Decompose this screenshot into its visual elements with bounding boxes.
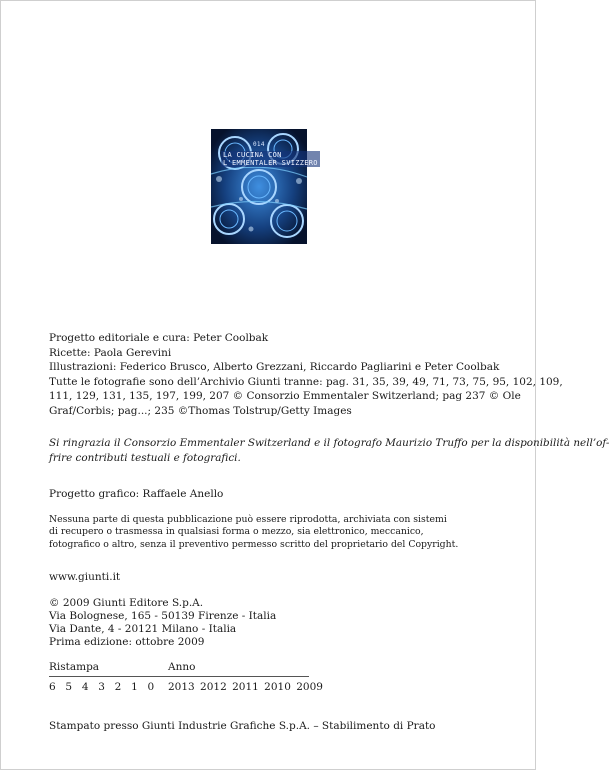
address-florence: Via Bolognese, 165 - 50139 Firenze - Italia xyxy=(49,610,277,622)
credit-recipes: Ricette: Paola Gerevini xyxy=(49,346,172,359)
acknowledgement-line-1: Si ringrazia il Consorzio Emmentaler Switzerland e il fotografo Maurizio Truffo per la disponibilità nell’of- xyxy=(49,437,609,449)
reprint-table-values xyxy=(49,677,323,693)
credit-photos-line-2: 111, 129, 131, 135, 197, 199, 207 © Consorzio Emmentaler Switzerland; pag 237 © Ole xyxy=(49,390,521,403)
hologram-number: 014 xyxy=(253,141,265,148)
hologram-sticker xyxy=(211,129,318,244)
hologram-text xyxy=(221,141,320,167)
first-edition: Prima edizione: ottobre 2009 xyxy=(49,636,205,648)
hologram-line-1: LA CUCINA CON xyxy=(221,151,320,159)
reprint-table-header xyxy=(49,656,309,677)
credit-photos-line-3: Graf/Corbis; pag...; 235 ©Thomas Tolstrup/Getty Images xyxy=(49,404,352,417)
publisher-block xyxy=(49,597,276,649)
credit-photos-line-1: Tutte le fotografie sono dell’Archivio Giunti tranne: pag. 31, 35, 39, 49, 71, 73, 75, 95, 102, 109, xyxy=(49,375,563,388)
printer-line: Stampato presso Giunti Industrie Grafiche S.p.A. – Stabilimento di Prato xyxy=(49,720,436,732)
year-label: Anno xyxy=(168,661,196,673)
rights-line-2: di recupero o trasmessa in qualsiasi forma o mezzo, sia elettronico, meccanico, xyxy=(49,526,424,538)
reprint-label: Ristampa xyxy=(49,661,100,673)
copyright-line: © 2009 Giunti Editore S.p.A. xyxy=(49,597,204,609)
website-url: www.giunti.it xyxy=(49,571,121,583)
reprint-table xyxy=(49,656,323,693)
acknowledgement-line-2: frire contributi testuali e fotografici. xyxy=(49,452,241,464)
hologram-line-2: L'EMMENTALER SVIZZERO xyxy=(223,159,318,167)
reprint-years: 2013 2012 2011 2010 2009 xyxy=(168,681,323,693)
rights-notice xyxy=(49,514,458,551)
credit-editorial: Progetto editoriale e cura: Peter Coolbak xyxy=(49,332,269,344)
graphic-design-credit: Progetto grafico: Raffaele Anello xyxy=(49,488,224,500)
rights-line-1: Nessuna parte di questa pubblicazione può essere riprodotta, archiviata con sistemi xyxy=(49,514,447,525)
rights-line-3: fotografico o altro, senza il preventivo permesso scritto del proprietario del Copyright. xyxy=(49,538,459,550)
address-milan: Via Dante, 4 - 20121 Milano - Italia xyxy=(49,623,237,635)
credit-illustrations: Illustrazioni: Federico Brusco, Alberto Grezzani, Riccardo Pagliarini e Peter Coolbak xyxy=(49,361,500,374)
acknowledgements xyxy=(49,436,609,466)
credits-block xyxy=(49,331,563,419)
reprint-numbers: 6 5 4 3 2 1 0 xyxy=(49,681,158,693)
